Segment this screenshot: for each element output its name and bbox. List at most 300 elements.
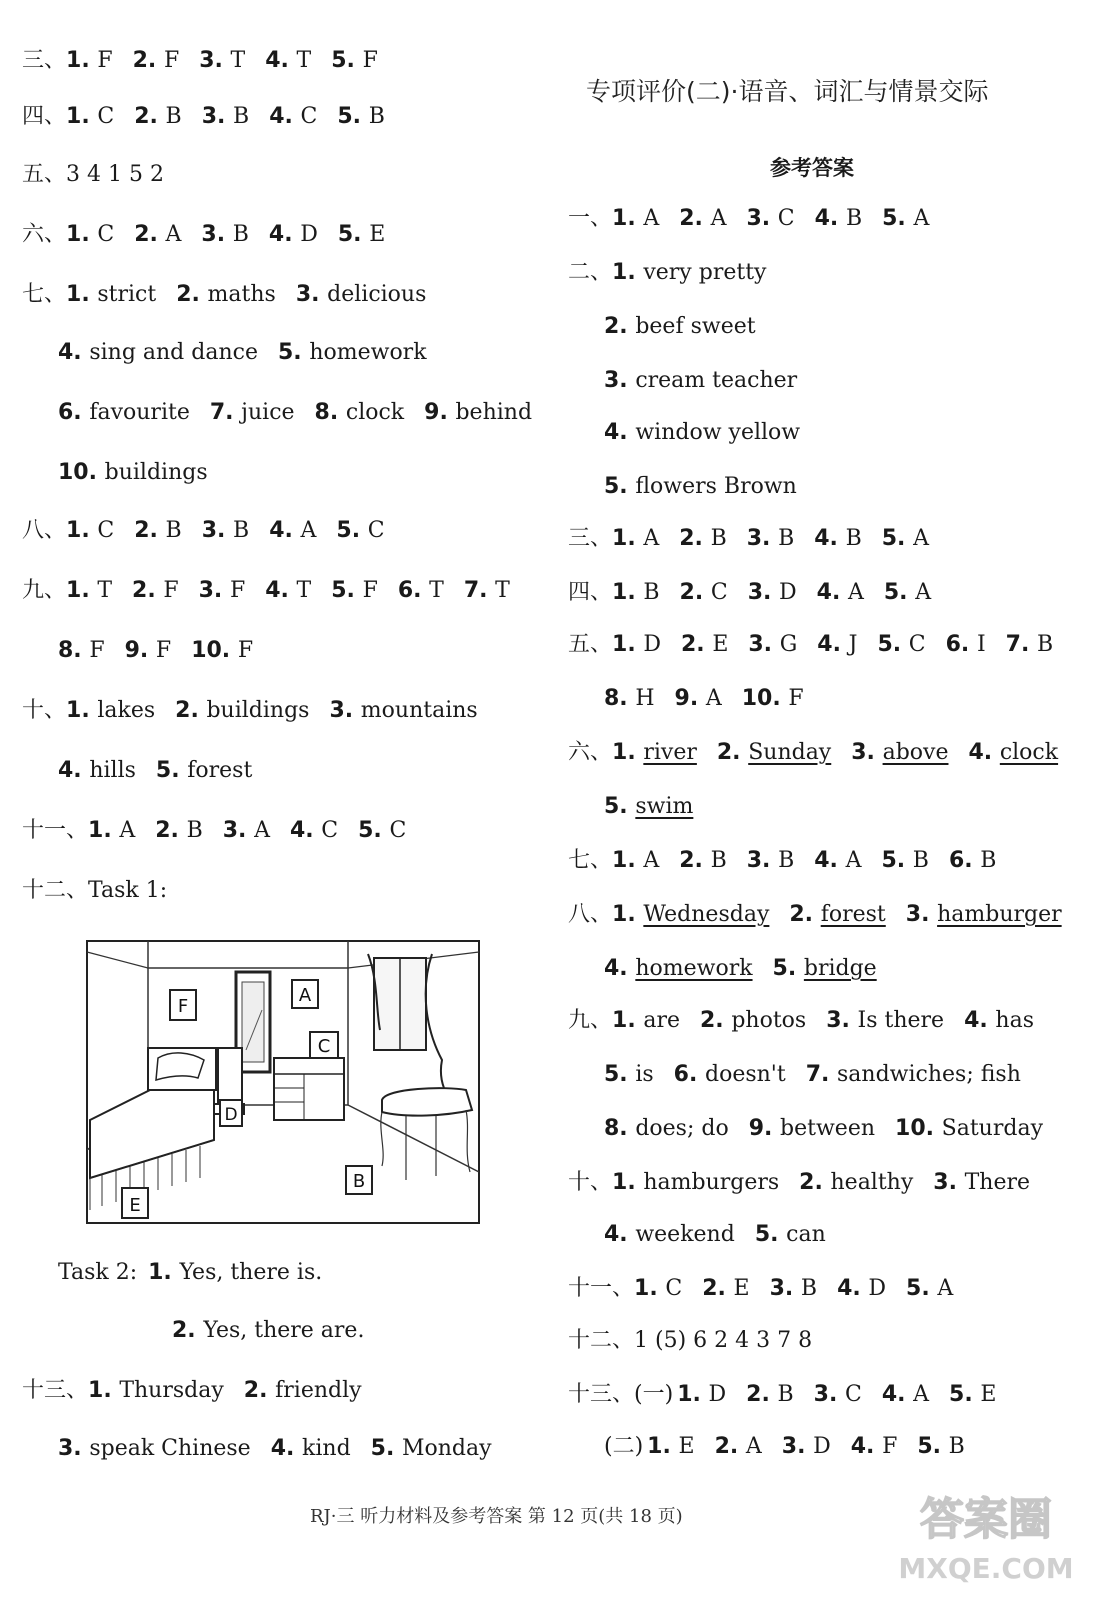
answer-item: [66, 696, 155, 726]
section-number: 二、: [568, 260, 613, 285]
item-answer: delicious: [327, 282, 427, 307]
answer-item: [826, 1006, 944, 1036]
item-answer: B: [233, 104, 250, 129]
label-d: D: [224, 1105, 238, 1125]
item-answer: A: [643, 206, 660, 231]
item-answer: F: [155, 638, 172, 663]
section-header: 专项评价(二)·语音、词汇与情景交际: [586, 77, 989, 106]
answer-item: [817, 578, 864, 608]
answer-item: [1006, 630, 1054, 660]
answer-item: [677, 1380, 726, 1410]
item-number: 3.: [746, 206, 778, 231]
item-number: 2.: [679, 206, 711, 231]
item-number: 1.: [612, 902, 644, 927]
right-col-row: [568, 1006, 1034, 1036]
answer-item: [244, 1376, 362, 1406]
item-number: 4.: [816, 580, 848, 605]
answer-item: [66, 280, 156, 310]
answer-item: [202, 102, 250, 132]
answer-item: [851, 1432, 898, 1462]
item-number: 3.: [933, 1170, 965, 1195]
answer-text: 3 4 1 5 2: [66, 162, 164, 187]
answer-item: [702, 1274, 749, 1304]
right-col-row: [568, 258, 766, 288]
item-number: 3.: [201, 222, 233, 247]
item-answer: Yes, there are.: [203, 1318, 365, 1343]
item-number: 3.: [748, 632, 780, 657]
item-answer: Saturday: [941, 1116, 1043, 1141]
item-answer: A: [847, 580, 864, 605]
section-number: 七、: [22, 282, 67, 307]
item-answer: B: [368, 104, 385, 129]
answer-item: [199, 46, 245, 76]
item-answer: has: [995, 1008, 1034, 1033]
answer-item: [612, 258, 766, 288]
item-number: 2.: [700, 1008, 732, 1033]
item-number: 4.: [58, 758, 90, 783]
answer-item: [66, 220, 114, 250]
item-number: 4.: [269, 518, 301, 543]
item-number: 3.: [201, 104, 234, 129]
section-number: 七、: [568, 848, 613, 873]
item-answer: cream teacher: [635, 368, 798, 393]
answer-item: [269, 220, 318, 250]
section-number: 三、: [568, 526, 613, 551]
item-number: 9.: [124, 638, 156, 663]
item-number: 4.: [964, 1008, 996, 1033]
answer-item: [817, 630, 857, 660]
item-number: 9.: [674, 686, 706, 711]
answer-item: [371, 1434, 492, 1464]
item-number: 5.: [336, 518, 368, 543]
item-answer: B: [777, 1382, 794, 1407]
item-number: 2.: [134, 222, 166, 247]
item-number: 5.: [604, 474, 636, 499]
item-number: 2.: [134, 518, 166, 543]
answer-item: [66, 576, 112, 606]
section-number: 五、: [568, 632, 613, 657]
item-answer: C: [844, 1382, 862, 1407]
answer-item: [612, 900, 769, 930]
answer-item: [58, 636, 105, 666]
item-answer: E: [980, 1382, 997, 1407]
answer-item: [814, 524, 862, 554]
item-number: 2.: [132, 578, 164, 603]
item-answer: Wednesday: [643, 902, 770, 927]
item-answer: F: [882, 1434, 898, 1459]
item-answer: B: [1036, 632, 1054, 657]
item-number: 4.: [604, 956, 636, 981]
answer-text: 1 (5) 6 2 4 3 7 8: [634, 1328, 813, 1353]
answer-item: [882, 204, 929, 234]
item-answer: clock: [999, 740, 1059, 765]
left-col-row: [58, 636, 253, 666]
item-number: 3.: [198, 578, 230, 603]
answer-item: [612, 524, 659, 554]
left-col-row: [22, 160, 164, 190]
answer-item: [748, 578, 797, 608]
answer-item: [746, 204, 794, 234]
item-number: 10.: [741, 686, 789, 711]
answer-item: [134, 102, 182, 132]
item-answer: D: [300, 222, 318, 247]
watermark-logo: [896, 1478, 1076, 1588]
answer-item: [604, 1060, 654, 1090]
answer-item: [58, 458, 208, 488]
item-number: 4.: [265, 578, 297, 603]
left-col-row: [58, 1434, 492, 1464]
item-answer: mountains: [360, 698, 478, 723]
item-answer: healthy: [830, 1170, 914, 1195]
page-footer: RJ·三 听力材料及参考答案 第 12 页(共 18 页): [310, 1506, 683, 1527]
right-col-row: [568, 846, 996, 876]
section-number: 十二、: [22, 878, 89, 903]
item-number: 2.: [175, 698, 207, 723]
answer-item: [749, 1114, 875, 1144]
answer-item: [210, 398, 295, 428]
item-answer: F: [788, 686, 804, 711]
item-number: 1.: [66, 698, 98, 723]
section-number: 十、: [568, 1170, 613, 1195]
answer-item: [172, 1316, 364, 1346]
answer-item: [191, 636, 253, 666]
item-number: 3.: [329, 698, 361, 723]
answer-item: [329, 696, 477, 726]
item-number: 2.: [680, 632, 713, 657]
item-answer: between: [780, 1116, 876, 1141]
item-answer: A: [913, 1382, 930, 1407]
item-number: 5.: [370, 1436, 402, 1461]
item-number: 7.: [1005, 632, 1037, 657]
item-number: 4.: [289, 818, 322, 843]
answer-item: [175, 696, 309, 726]
item-number: 3.: [201, 518, 234, 543]
item-number: 2.: [679, 580, 711, 605]
item-number: 7.: [805, 1062, 838, 1087]
answer-item: [201, 220, 249, 250]
item-answer: lakes: [97, 698, 156, 723]
label-f: F: [177, 996, 189, 1017]
item-answer: C: [367, 518, 385, 543]
item-answer: doesn't: [704, 1062, 786, 1087]
item-number: 2.: [716, 740, 749, 765]
item-number: 1.: [148, 1260, 180, 1285]
item-number: 4.: [814, 206, 846, 231]
answer-item: [199, 576, 246, 606]
answer-item: [202, 516, 250, 546]
section-number: 十一、: [568, 1276, 635, 1301]
section-number: 八、: [568, 902, 613, 927]
right-col-row: [604, 792, 693, 822]
item-answer: Sunday: [748, 740, 832, 765]
answer-item: [156, 756, 252, 786]
item-number: 1.: [612, 206, 644, 231]
item-answer: hills: [89, 758, 136, 783]
answer-item: [604, 312, 756, 342]
item-number: 3.: [295, 282, 328, 307]
answer-item: [66, 516, 114, 546]
item-answer: F: [237, 638, 254, 663]
answer-item: [315, 398, 405, 428]
item-answer: B: [980, 848, 997, 873]
item-answer: I: [976, 632, 986, 657]
item-number: 10.: [58, 460, 105, 485]
answer-item: [464, 576, 510, 606]
item-answer: B: [643, 580, 660, 605]
answer-key-title: 参考答案: [770, 156, 854, 180]
item-number: 3.: [813, 1382, 845, 1407]
item-number: 1.: [677, 1382, 709, 1407]
item-answer: can: [786, 1222, 826, 1247]
answer-item: [681, 630, 728, 660]
label-e: E: [129, 1195, 141, 1216]
item-number: 7.: [209, 400, 242, 425]
left-col-row: [58, 398, 532, 428]
item-answer: very pretty: [643, 260, 767, 285]
item-number: 2.: [132, 48, 164, 73]
item-number: 5.: [337, 104, 369, 129]
item-number: 5.: [906, 1276, 938, 1301]
item-number: 4.: [268, 222, 301, 247]
answer-item: [612, 578, 660, 608]
item-answer: D: [868, 1276, 887, 1301]
item-answer: forest: [187, 758, 253, 783]
answer-item: [717, 738, 831, 768]
item-number: 6.: [948, 848, 981, 873]
item-number: 4.: [968, 740, 1000, 765]
item-answer: E: [712, 632, 729, 657]
item-answer: sing and dance: [89, 340, 258, 365]
item-answer: A: [643, 526, 660, 551]
item-answer: F: [97, 48, 113, 73]
item-number: 9.: [424, 400, 456, 425]
left-col-row: [58, 338, 427, 368]
answer-item: [895, 1114, 1043, 1144]
item-number: 1.: [66, 518, 98, 543]
answer-item: [58, 1434, 251, 1464]
item-number: 8.: [314, 400, 346, 425]
item-answer: does; do: [635, 1116, 729, 1141]
answer-item: [647, 1432, 694, 1462]
item-number: 5.: [881, 526, 914, 551]
item-answer: A: [913, 206, 930, 231]
item-answer: A: [845, 848, 862, 873]
item-answer: Is there: [857, 1008, 945, 1033]
section-number: 一、: [568, 206, 613, 231]
item-answer: A: [913, 526, 929, 551]
item-number: 2.: [679, 848, 711, 873]
answer-item: [949, 1380, 996, 1410]
item-number: 5.: [604, 794, 636, 819]
item-number: 1.: [66, 282, 98, 307]
item-answer: E: [678, 1434, 695, 1459]
item-answer: weekend: [635, 1222, 735, 1247]
answer-item: [715, 1432, 762, 1462]
item-answer: B: [845, 526, 862, 551]
item-number: 3.: [746, 526, 779, 551]
item-answer: bridge: [803, 956, 877, 981]
item-number: 5.: [337, 222, 370, 247]
answer-item: [906, 900, 1062, 930]
answer-item: [58, 338, 258, 368]
answer-item: [176, 280, 276, 310]
answer-text: (二): [604, 1434, 644, 1459]
item-answer: B: [165, 518, 182, 543]
item-answer: photos: [731, 1008, 807, 1033]
right-col-row: [604, 1432, 965, 1462]
item-answer: forest: [820, 902, 886, 927]
item-answer: speak Chinese: [89, 1436, 251, 1461]
answer-item: [134, 516, 182, 546]
right-col-row: [604, 1220, 826, 1250]
item-answer: B: [912, 848, 929, 873]
item-number: 4.: [837, 1276, 869, 1301]
item-number: 8.: [604, 686, 636, 711]
item-answer: friendly: [275, 1378, 362, 1403]
item-number: 1.: [612, 580, 644, 605]
label-b: B: [352, 1171, 366, 1192]
answer-item: [747, 524, 795, 554]
item-answer: A: [705, 686, 722, 711]
section-number: 九、: [22, 578, 67, 603]
answer-item: [881, 846, 929, 876]
item-number: 5.: [949, 1382, 981, 1407]
item-number: 5.: [877, 632, 909, 657]
answer-item: [949, 846, 997, 876]
answer-item: [946, 630, 986, 660]
item-number: 6.: [945, 632, 977, 657]
label-a: A: [298, 985, 312, 1006]
item-answer: F: [362, 578, 378, 603]
answer-item: [148, 1258, 322, 1288]
item-number: 2.: [714, 1434, 746, 1459]
item-answer: D: [813, 1434, 831, 1459]
answer-item: [66, 102, 114, 132]
item-number: 10.: [191, 638, 238, 663]
answer-item: [125, 636, 172, 666]
answer-item: [424, 398, 532, 428]
item-number: 1.: [612, 632, 644, 657]
section-number: 八、: [22, 518, 67, 543]
answer-item: [612, 204, 659, 234]
answer-item: [770, 1274, 818, 1304]
item-answer: homework: [309, 340, 427, 365]
right-col-row: [568, 1326, 812, 1356]
item-number: 6.: [58, 400, 90, 425]
item-number: 10.: [895, 1116, 942, 1141]
left-col-row: [22, 220, 385, 250]
item-answer: C: [710, 580, 728, 605]
item-answer: B: [845, 206, 863, 231]
item-answer: T: [97, 578, 113, 603]
left-col-row: [58, 1258, 322, 1288]
item-answer: A: [915, 580, 932, 605]
answer-item: [58, 756, 136, 786]
item-number: 1.: [88, 818, 120, 843]
item-answer: A: [745, 1434, 762, 1459]
item-answer: A: [710, 206, 727, 231]
item-answer: C: [665, 1276, 683, 1301]
answer-item: [882, 524, 929, 554]
item-answer: behind: [455, 400, 533, 425]
answer-item: [742, 684, 804, 714]
item-answer: F: [362, 48, 378, 73]
label-c: C: [317, 1036, 331, 1057]
item-answer: favourite: [89, 400, 190, 425]
item-number: 3.: [604, 368, 636, 393]
item-answer: F: [229, 578, 246, 603]
item-answer: T: [230, 48, 246, 73]
right-col-row: [568, 1168, 1030, 1198]
item-answer: E: [733, 1276, 750, 1301]
item-number: 1.: [612, 1170, 644, 1195]
answer-item: [337, 102, 385, 132]
item-answer: T: [429, 578, 444, 603]
item-number: 3.: [769, 1276, 801, 1301]
answer-item: [782, 1432, 831, 1462]
answer-item: [336, 516, 384, 546]
left-col-row: [58, 756, 252, 786]
answer-item: [747, 846, 795, 876]
item-number: 5.: [155, 758, 188, 783]
answer-item: [612, 846, 659, 876]
item-number: 4.: [814, 526, 846, 551]
item-answer: B: [165, 104, 182, 129]
item-answer: A: [300, 518, 317, 543]
answer-item: [265, 576, 311, 606]
item-answer: There: [964, 1170, 1031, 1195]
item-number: 4.: [817, 632, 849, 657]
section-number: 六、: [568, 740, 613, 765]
answer-item: [612, 630, 661, 660]
item-number: 5.: [772, 956, 804, 981]
item-number: 3.: [851, 740, 883, 765]
section-number: 九、: [568, 1008, 613, 1033]
answer-item: [604, 1220, 735, 1250]
left-col-row: [22, 102, 385, 132]
answer-item: [748, 630, 797, 660]
answer-item: [271, 1434, 351, 1464]
answer-item: [398, 576, 444, 606]
answer-item: [933, 1168, 1030, 1198]
item-number: 5.: [358, 818, 390, 843]
item-number: 4.: [850, 1434, 883, 1459]
answer-item: [884, 578, 931, 608]
answer-item: [134, 220, 181, 250]
item-answer: F: [163, 48, 180, 73]
answer-item: [223, 816, 270, 846]
answer-text: (一): [634, 1382, 674, 1407]
item-answer: homework: [635, 956, 753, 981]
item-number: 4.: [604, 420, 636, 445]
item-number: 1.: [66, 48, 98, 73]
item-answer: B: [710, 848, 727, 873]
section-number: 十一、: [22, 818, 89, 843]
item-answer: B: [710, 526, 727, 551]
answer-item: [604, 1114, 729, 1144]
left-col-row: [22, 516, 385, 546]
item-answer: B: [778, 848, 795, 873]
item-answer: F: [89, 638, 105, 663]
item-answer: B: [232, 222, 249, 247]
item-answer: hamburger: [937, 902, 1062, 927]
item-number: 6.: [397, 578, 430, 603]
answer-item: [679, 846, 727, 876]
answer-item: [799, 1168, 913, 1198]
right-col-row: [568, 1274, 953, 1304]
right-col-row: [568, 900, 1062, 930]
answer-item: [675, 684, 722, 714]
